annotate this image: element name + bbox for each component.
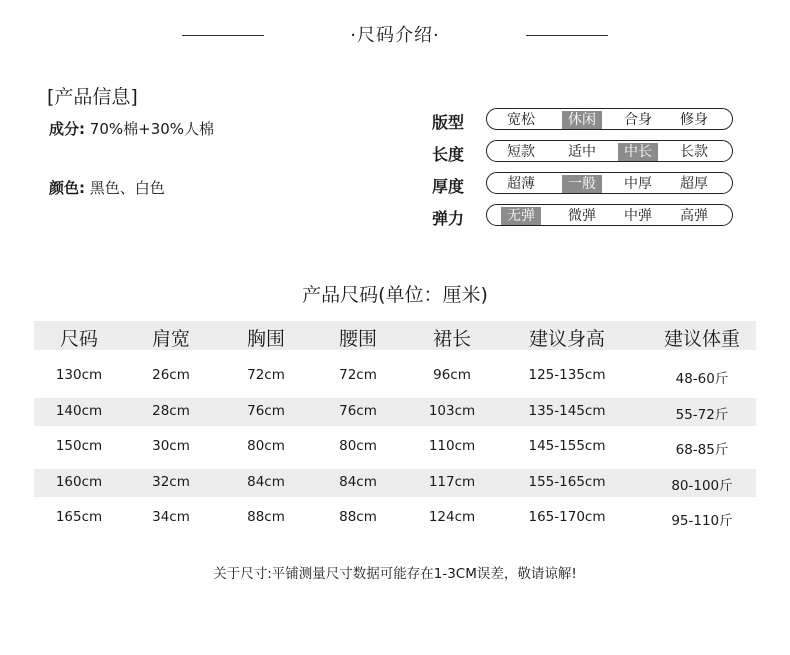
table-header-cell: 胸围 [246, 328, 285, 350]
table-cell: 84cm [339, 473, 377, 490]
table-cell: 95-110斤 [671, 513, 733, 529]
table-cell: 88cm [339, 509, 377, 525]
table-cell: 88cm [247, 509, 285, 525]
table-header-cell: 腰围 [338, 328, 377, 350]
attribute-option-selected: 休闲 [562, 111, 602, 129]
table-cell: 160cm [55, 473, 103, 490]
attribute-option: 超厚 [680, 176, 708, 192]
color-row [49, 177, 165, 198]
table-header-cell: 建议身高 [528, 328, 605, 350]
attribute-option: 宽松 [507, 112, 535, 128]
table-cell: 96cm [433, 367, 471, 383]
table-cell: 110cm [428, 438, 476, 454]
attribute-label: 弹力 [432, 209, 465, 228]
table-cell: 103cm [428, 402, 476, 419]
table-cell: 150cm [55, 438, 103, 454]
attribute-label: 版型 [432, 113, 465, 132]
color-value: 黑色、白色 [89, 179, 165, 197]
table-cell: 48-60斤 [675, 371, 729, 387]
table-cell: 34cm [152, 509, 190, 525]
attribute-option: 修身 [680, 112, 708, 128]
attribute-option-selected: 无弹 [501, 207, 541, 225]
table-header-cell: 裙长 [432, 328, 471, 350]
table-cell: 28cm [152, 402, 190, 419]
table-cell: 26cm [152, 367, 190, 383]
table-cell: 80cm [339, 438, 377, 454]
attribute-option-selected: 中长 [618, 143, 658, 161]
table-header-cell: 尺码 [59, 328, 98, 350]
table-cell: 140cm [55, 402, 103, 419]
table-cell: 30cm [152, 438, 190, 454]
page-title: ·尺码介绍· [350, 25, 440, 46]
composition-label: 成分: [49, 120, 85, 138]
table-cell: 68-85斤 [675, 442, 729, 458]
attribute-option: 短款 [507, 144, 535, 160]
product-info-heading: [产品信息] [47, 86, 138, 108]
attribute-option: 合身 [624, 112, 652, 128]
attribute-label: 厚度 [432, 177, 465, 196]
attribute-option: 中弹 [624, 208, 652, 224]
attribute-scale [486, 204, 733, 226]
table-cell: 124cm [428, 509, 476, 525]
table-cell: 32cm [152, 473, 190, 490]
attribute-scale [486, 172, 733, 194]
attribute-option: 高弹 [680, 208, 708, 224]
table-header-cell: 肩宽 [151, 328, 190, 350]
attribute-label: 长度 [432, 145, 465, 164]
color-label: 颜色: [49, 179, 85, 197]
table-cell: 117cm [428, 473, 476, 490]
attribute-option: 长款 [680, 144, 708, 160]
size-table-title: 产品尺码(单位：厘米) [302, 284, 488, 306]
attribute-option: 中厚 [624, 176, 652, 192]
table-cell: 165cm [55, 509, 103, 525]
table-cell: 72cm [247, 367, 285, 383]
table-cell: 84cm [247, 473, 285, 490]
table-cell: 125-135cm [528, 367, 606, 383]
table-cell: 55-72斤 [675, 406, 729, 423]
table-cell: 80-100斤 [671, 477, 733, 494]
table-cell: 72cm [339, 367, 377, 383]
attribute-scale [486, 140, 733, 162]
table-cell: 165-170cm [528, 509, 606, 525]
table-cell: 155-165cm [528, 473, 606, 490]
table-cell: 130cm [55, 367, 103, 383]
table-cell: 80cm [247, 438, 285, 454]
attribute-option: 适中 [568, 144, 596, 160]
table-cell: 76cm [339, 402, 377, 419]
attribute-option: 超薄 [507, 176, 535, 192]
measurement-note: 关于尺寸:平铺测量尺寸数据可能存在1-3CM误差，敬请谅解! [213, 566, 577, 582]
attribute-option: 微弹 [568, 208, 596, 224]
table-header-cell: 建议体重 [663, 328, 740, 350]
table-cell: 76cm [247, 402, 285, 419]
table-cell: 135-145cm [528, 402, 606, 419]
composition-value: 70%棉+30%人棉 [89, 120, 215, 138]
attribute-option-selected: 一般 [562, 175, 602, 193]
composition-row [49, 118, 214, 139]
attribute-scale [486, 108, 733, 130]
table-cell: 145-155cm [528, 438, 606, 454]
